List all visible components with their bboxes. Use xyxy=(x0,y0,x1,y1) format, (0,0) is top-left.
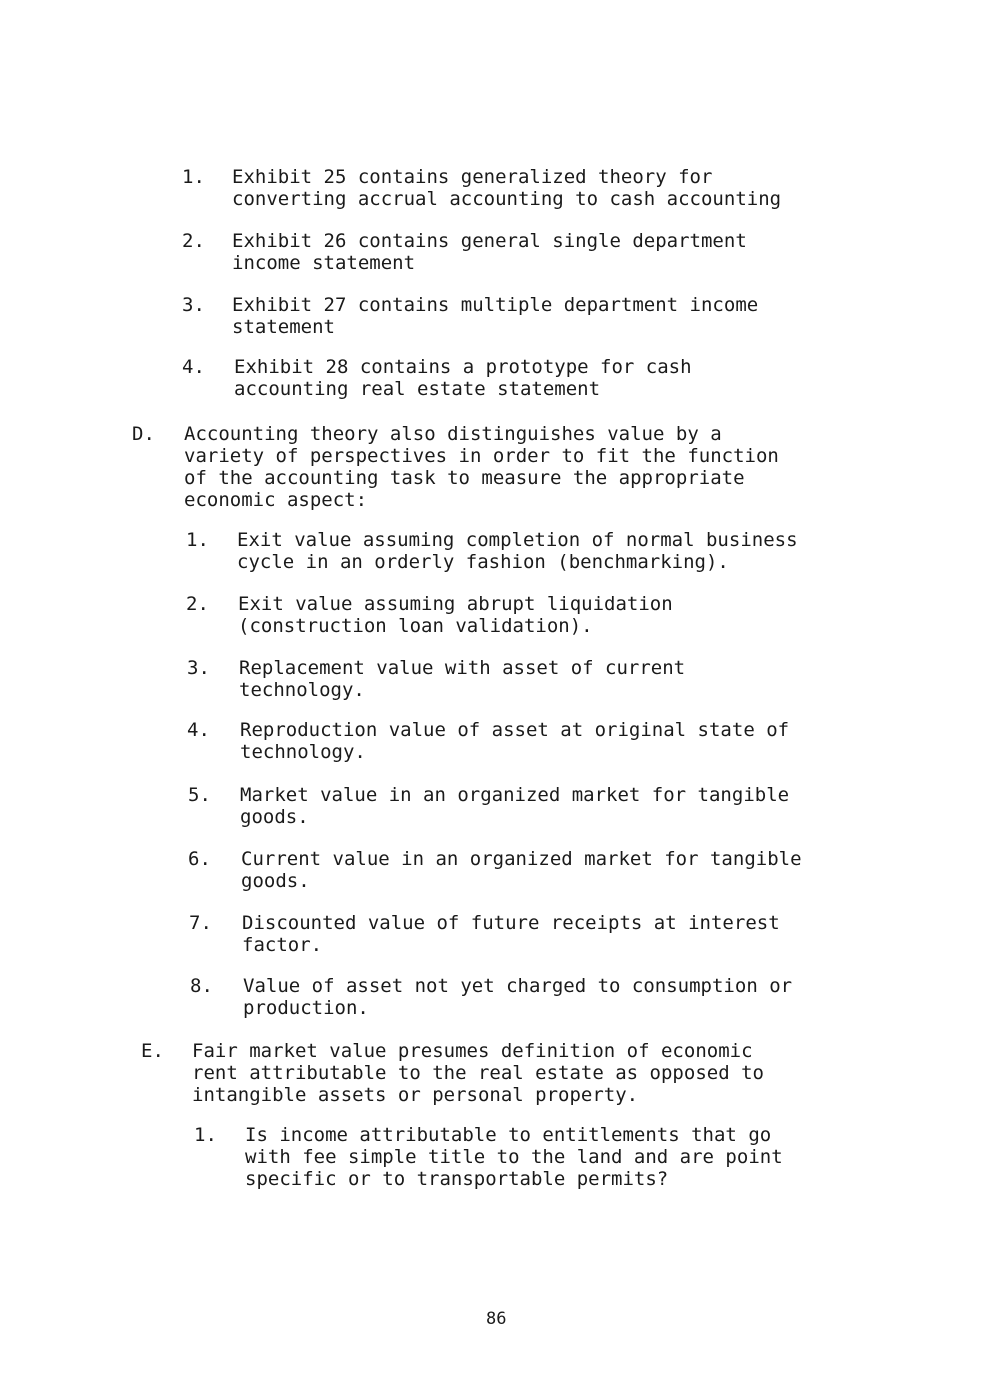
item-text: Exhibit 27 contains multiple department income statement xyxy=(232,294,759,338)
list-item xyxy=(188,848,802,892)
item-text: Market value in an organized market for tangible goods. xyxy=(240,784,790,828)
item-text: Reproduction value of asset at original state of technology. xyxy=(240,719,790,763)
item-number: 6. xyxy=(188,848,211,870)
item-text: Replacement value with asset of current technology. xyxy=(239,657,686,701)
list-item xyxy=(182,356,692,400)
item-number: 7. xyxy=(189,912,212,934)
list-item xyxy=(190,975,792,1019)
item-number: 1. xyxy=(194,1124,217,1146)
item-text: Exhibit 28 contains a prototype for cash accounting real estate statement xyxy=(234,356,692,400)
item-number: 5. xyxy=(188,784,211,806)
list-item xyxy=(194,1124,783,1190)
section-d xyxy=(132,423,779,511)
item-text: Exhibit 25 contains generalized theory for converting accrual accounting to cash accounting xyxy=(232,166,782,210)
item-number: 3. xyxy=(187,657,210,679)
item-number: 2. xyxy=(182,230,205,252)
item-number: 1. xyxy=(186,529,209,551)
list-item xyxy=(186,593,673,637)
list-item xyxy=(188,784,789,828)
section-e xyxy=(141,1040,764,1106)
page-number: 86 xyxy=(486,1309,507,1329)
item-number: 4. xyxy=(182,356,205,378)
item-number: 1. xyxy=(182,166,205,188)
item-text: Exit value assuming abrupt liquidation (construction loan validation). xyxy=(238,593,673,637)
list-item xyxy=(186,529,798,573)
list-item xyxy=(187,657,685,701)
list-item xyxy=(182,166,781,210)
list-item xyxy=(182,230,747,274)
section-letter: E. xyxy=(141,1040,164,1062)
list-item xyxy=(187,719,789,763)
section-text: Fair market value presumes definition of economic rent attributable to the real estate as opposed to intangible assets or personal property. xyxy=(192,1040,764,1106)
item-text: Discounted value of future receipts at interest factor. xyxy=(242,912,780,956)
item-number: 4. xyxy=(187,719,210,741)
item-text: Value of asset not yet charged to consumption or production. xyxy=(243,975,793,1019)
list-item xyxy=(189,912,780,956)
item-text: Is income attributable to entitlements that go with fee simple title to the land and are point specific or to transportable permits? xyxy=(245,1124,783,1190)
item-text: Current value in an organized market for tangible goods. xyxy=(241,848,802,892)
section-text: Accounting theory also distinguishes value by a variety of perspectives in order to fit the function of the accounting task to measure the appropriate economic aspect: xyxy=(184,423,779,511)
item-text: Exhibit 26 contains general single department income statement xyxy=(232,230,747,274)
list-item xyxy=(182,294,758,338)
item-number: 8. xyxy=(190,975,213,997)
item-number: 3. xyxy=(182,294,205,316)
section-letter: D. xyxy=(132,423,155,445)
item-text: Exit value assuming completion of normal business cycle in an orderly fashion (benchmarking). xyxy=(237,529,798,573)
item-number: 2. xyxy=(186,593,209,615)
